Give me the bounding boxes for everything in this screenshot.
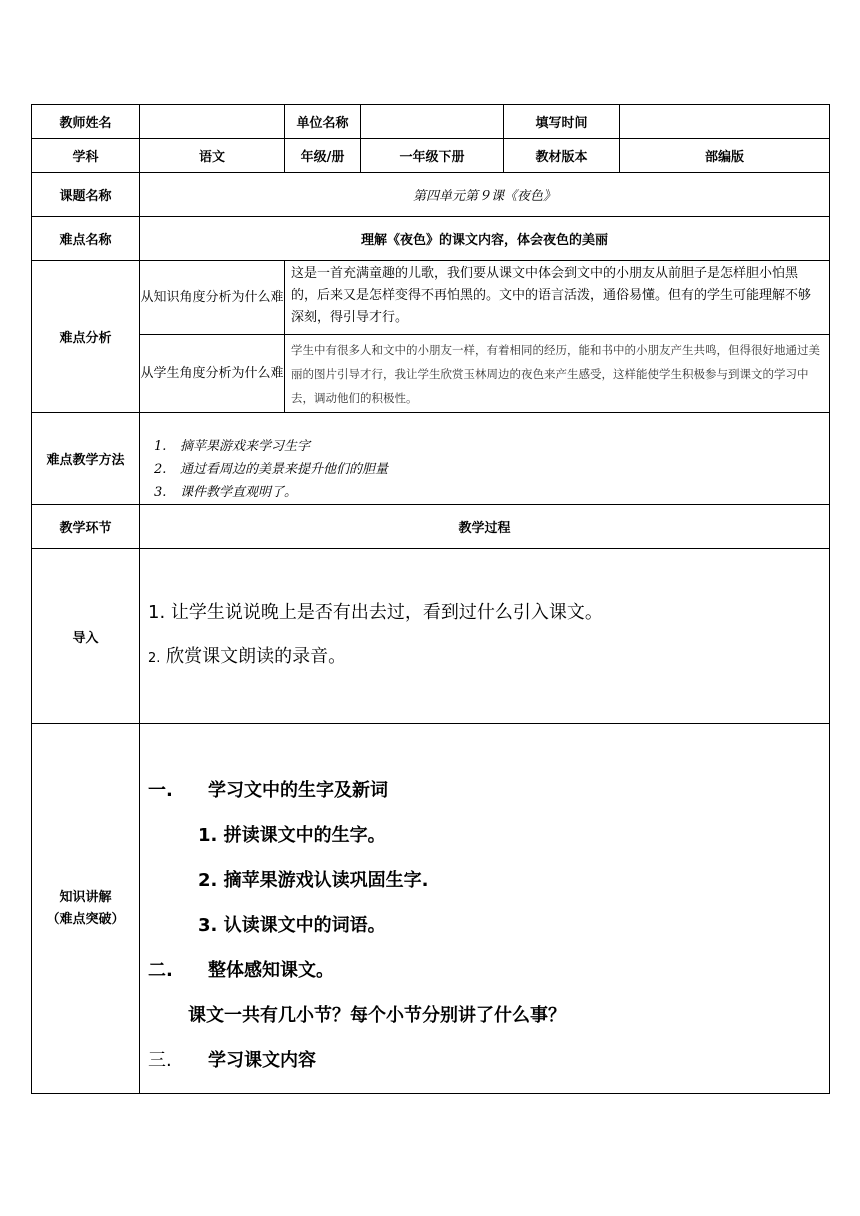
fill-time-label: 填写时间 — [504, 105, 620, 139]
method-item: 1. 摘苹果游戏来学习生字 — [154, 439, 311, 454]
unit-name-value[interactable] — [361, 105, 504, 139]
knowledge-label-line-2: （难点突破） — [46, 911, 125, 927]
difficulty-row — [32, 217, 830, 261]
method-label: 难点教学方法 — [32, 413, 140, 505]
knowledge-angle-label: 从知识角度分析为什么难 — [140, 261, 285, 335]
difficulty-label: 难点名称 — [32, 217, 140, 261]
section-heading-1: 一. 学习文中的生字及新词 — [148, 780, 388, 801]
method-item: 2. 通过看周边的美景来提升他们的胆量 — [154, 462, 389, 477]
teacher-name-value[interactable] — [140, 105, 285, 139]
analysis-label: 难点分析 — [32, 261, 140, 413]
unit-name-label: 单位名称 — [285, 105, 361, 139]
analysis-row-student — [32, 335, 830, 413]
process-header-row — [32, 505, 830, 549]
lesson-title-label: 课题名称 — [32, 173, 140, 217]
method-cell — [140, 413, 830, 505]
process-label: 教学过程 — [140, 505, 830, 549]
subject-value: 语文 — [140, 139, 285, 173]
student-angle-text: 学生中有很多人和文中的小朋友一样，有着相同的经历，能和书中的小朋友产生共鸣，但得很好地通过美丽的图片引导才行，我让学生欣赏玉林周边的夜色来产生感受，这样能使学生积极参与到课文的学习中去，调动他们的积极性。 — [285, 335, 830, 413]
stage-label: 教学环节 — [32, 505, 140, 549]
section-heading-2: 二. 整体感知课文。 — [148, 960, 334, 981]
teacher-name-label: 教师姓名 — [32, 105, 140, 139]
edition-label: 教材版本 — [504, 139, 620, 173]
edition-value: 部编版 — [620, 139, 830, 173]
method-item: 3. 课件教学直观明了。 — [154, 485, 298, 500]
intro-label: 导入 — [32, 549, 140, 724]
intro-cell — [140, 549, 830, 724]
student-angle-label: 从学生角度分析为什么难 — [140, 335, 285, 413]
grade-label: 年级/册 — [285, 139, 361, 173]
intro-item-1: 1. 让学生说说晚上是否有出去过，看到过什么引入课文。 — [148, 602, 603, 623]
intro-item-2: 2. 欣赏课文朗读的录音。 — [148, 646, 347, 667]
step-2: 2. 摘苹果游戏认读巩固生字. — [198, 870, 429, 891]
section-heading-3: 三. 学习课文内容 — [148, 1050, 316, 1071]
knowledge-cell — [140, 724, 830, 1094]
header-row-1 — [32, 105, 830, 139]
fill-time-value[interactable] — [620, 105, 830, 139]
analysis-row-knowledge — [32, 261, 830, 335]
step-1: 1. 拼读课文中的生字。 — [198, 825, 386, 846]
method-row — [32, 413, 830, 505]
method-list — [140, 435, 829, 504]
step-3: 3. 认读课文中的词语。 — [198, 915, 386, 936]
header-row-2 — [32, 139, 830, 173]
knowledge-label-line-1: 知识讲解 — [59, 889, 112, 905]
lesson-title-value: 第四单元第９课《夜色》 — [140, 173, 830, 217]
intro-row — [32, 549, 830, 724]
guiding-question: 课文一共有几小节？每个小节分别讲了什么事？ — [188, 1005, 566, 1026]
subject-label: 学科 — [32, 139, 140, 173]
knowledge-row — [32, 724, 830, 1094]
difficulty-value: 理解《夜色》的课文内容，体会夜色的美丽 — [140, 217, 830, 261]
lesson-title-row — [32, 173, 830, 217]
knowledge-label — [32, 724, 140, 1094]
grade-value: 一年级下册 — [361, 139, 504, 173]
knowledge-angle-text: 这是一首充满童趣的儿歌，我们要从课文中体会到文中的小朋友从前胆子是怎样胆小怕黑的，后来又是怎样变得不再怕黑的。文中的语言活泼，通俗易懂。但有的学生可能理解不够深刻，得引导才行。 — [285, 261, 830, 335]
lesson-plan-table — [31, 104, 830, 1094]
